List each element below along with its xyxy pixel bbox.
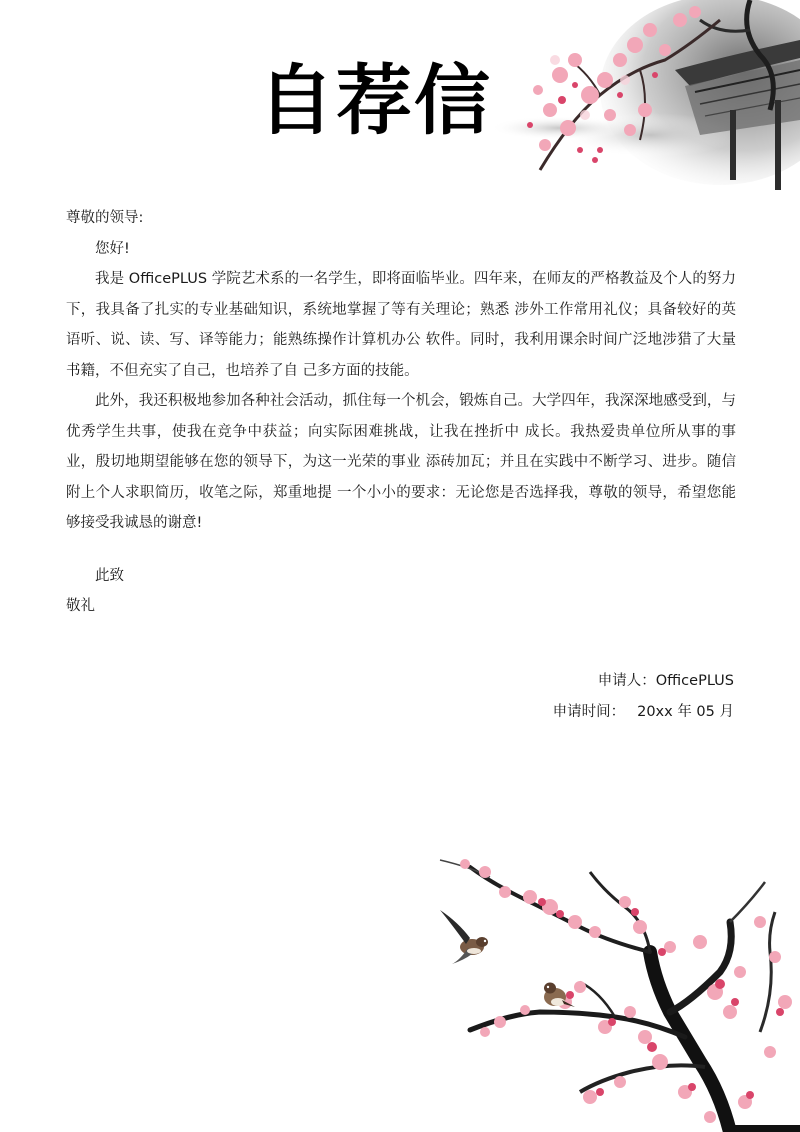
- salutation: 尊敬的领导:: [66, 210, 144, 226]
- paragraph-intro: 我是 OfficePLUS 学院艺术系的一名学生，即将面临毕业。四年来，在师友的严格教益及个人的努力下，我具备了扎实的专业基础知识，系统地掌握了等有关理论；熟悉 涉外工作常用礼仪；具备较好的英语听、说、读、写、译等能力；能熟练操作计算机办公 软件。同时，我利用课余时间广泛地涉猎了大量书籍，不但充实了自己，也培养了自 己多方面的技能。: [66, 271, 736, 379]
- applicant-row: [553, 666, 734, 697]
- closing-regards: 敬礼: [66, 598, 95, 614]
- greeting: 您好!: [95, 240, 130, 257]
- applicant-name: OfficePLUS: [655, 673, 734, 689]
- date-row: [553, 697, 734, 728]
- signature-block: [553, 666, 734, 727]
- date-value: 20xx 年 05 月: [637, 703, 734, 720]
- bird-flying: [440, 910, 488, 964]
- spacer: [66, 539, 736, 561]
- paragraph-activities: 此外，我还积极地参加各种社会活动，抓住每一个机会，锻炼自己。大学四年，我深深地感受到，与优秀学生共事，使我在竞争中获益；向实际困难挑战，让我在挫折中 成长。我热爱贵单位所从事的事业，殷切地期望能够在您的领导下，为这一光荣的事业 添砖加瓦；并且在实践中不断学习、进步。随信附上个人求职简历，收笔之际，郑重地提 一个小小的要求：无论您是否选择我，尊敬的领导，希望您能够接受我诚恳的谢意!: [66, 393, 736, 531]
- page-title: 自荐信: [258, 56, 492, 145]
- letter-body: [66, 203, 736, 622]
- applicant-label: 申请人：: [597, 673, 656, 689]
- closing-salute: 此致: [95, 567, 124, 584]
- date-label: 申请时间：: [552, 703, 626, 720]
- plum-blossom-birds-painting: [430, 852, 800, 1132]
